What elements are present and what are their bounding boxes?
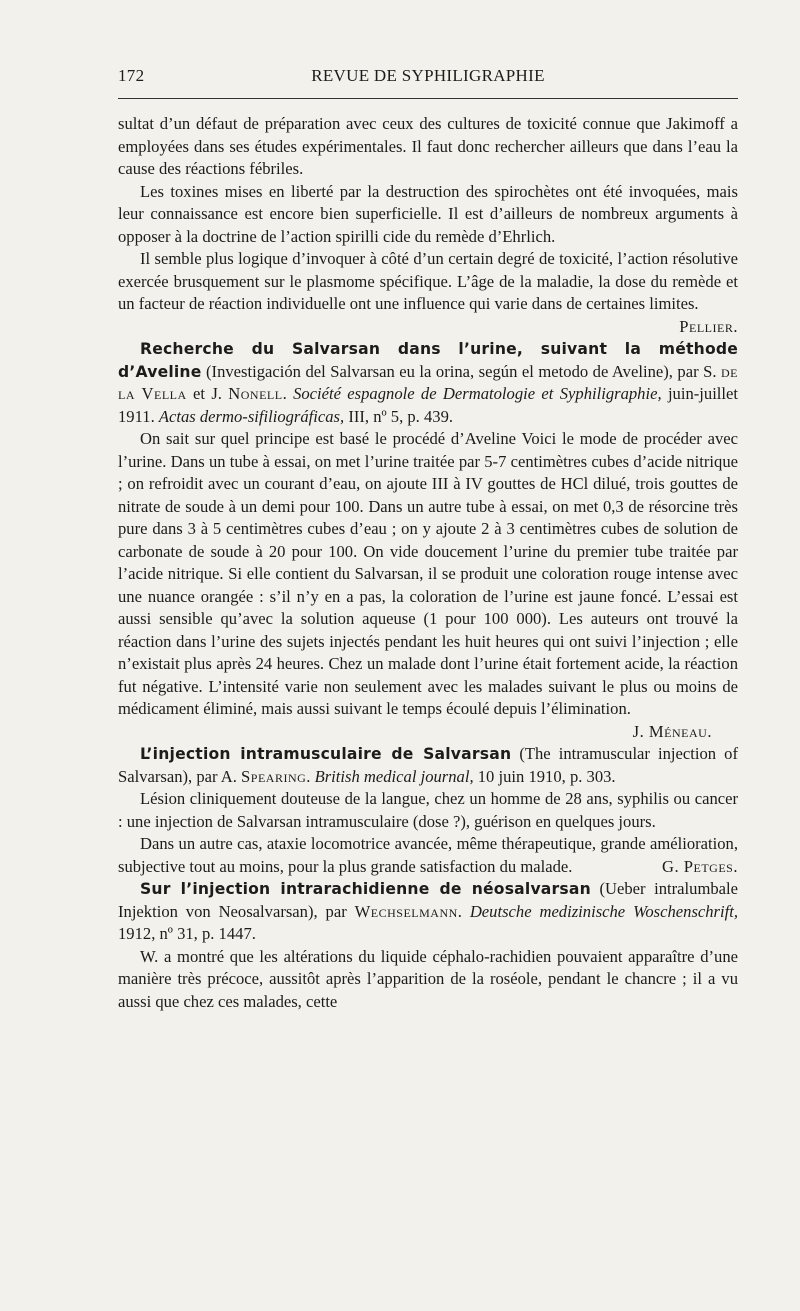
journal-deutsche-medizinische: Deutsche medizinische Woschenschrift, (469, 901, 738, 921)
article-intramuscular-p2-text: Dans un autre cas, ataxie locomotrice avancée, même thérapeutique, grande amélioration, subjective tout au moins, pour la plus grande satisfaction du malade. (118, 834, 738, 876)
article-aveline-body: On sait sur quel principe est basé le procédé d’Aveline Voici le mode de procéder avec l’urine. Dans un tube à essai, on met l’urine traitée par 5-7 centimètres cubes d’acide nitrique ; on refroidit avec un courant d’eau, on ajoute III à IV gouttes de HCl dilué, trois gouttes de nitrate de soude à un demi pour 100. Dans un autre tube à essai, on met 0,3 de résorcine très pure dans 3 à 5 centimètres cubes d’eau ; on y ajoute 2 à 3 centimètres cubes de solution de carbonate de soude à 20 pour 100. On vide doucement l’urine du premier tube traitée par l’acide nitrique. Si elle contient du Salvarsan, il se produit une coloration rouge intense avec une nuance orangée : s’il n’y en a pas, la coloration de l’urine est jaune foncé. L’essai est aussi sensible qu’avec la solution aqueuse (1 pour 100 000). Les auteurs ont trouvé la réaction dans l’urine des sujets injectés pendant les huit heures qui ont suivi l’injection ; elle n’existait plus après 24 heures. Chez un malade dont l’urine était fortement acide, la réaction fut négative. L’intensité varie non seulement avec les malades suivant le plus ou moins de médicament éliminé, mais aussi suivant le temps écoulé depuis l’élimination. (118, 429, 738, 718)
article-intramuscular-title: L’injection intramusculaire de Salvarsan (140, 745, 512, 763)
signature-pellier: Pellier. (679, 316, 738, 336)
article-aveline-ref-3: . (282, 384, 294, 403)
journal-societe-espagnole: Société espagnole de Dermatologie et Syphiligraphie, (293, 384, 662, 403)
article-intramuscular-date: 10 juin 1910, p. 303. (473, 766, 616, 786)
article-neosalvarsan-date: 1912, nº 31, p. 1447. (118, 924, 256, 943)
author-nonell: Nonell (228, 384, 283, 403)
paragraph-toxins: Les toxines mises en liberté par la destruction des spirochètes ont été invoquées, mais leur connaissance est encore bien superficielle. Il est d’ailleurs de nombreux arguments à opposer à la doctrine de l’action spirilli cide du remède d’Ehrlich. (118, 181, 738, 246)
article-neosalvarsan-title: Sur l’injection intrarachidienne de néosalvarsan (140, 880, 591, 898)
article-intramuscular-heading (118, 743, 738, 788)
journal-british-medical: British medical journal, (314, 766, 474, 786)
paragraph-continuation: sultat d’un défaut de préparation avec ceux des cultures de toxicité connue que Jakimoff a employées dans ses études expérimentales. Il faut donc rechercher ailleurs que dans l’eau la cause des réactions fébriles. (118, 114, 738, 178)
article-aveline-ref: (Investigación del Salvarsan eu la orina, según el metodo de Aveline), par S. (201, 361, 721, 381)
article-aveline-title: Recherche du Salvarsan dans l’urine, suivant la méthode d’Aveline (118, 340, 738, 381)
signature-petges: G. Petges. (662, 856, 738, 876)
article-aveline-pages: III, nº 5, p. 439. (344, 406, 454, 426)
signature-meneau: J. Méneau. (632, 721, 712, 741)
author-spearing: Spearing (241, 766, 307, 786)
article-neosalvarsan-heading (118, 878, 738, 946)
paragraph-logic (118, 248, 738, 338)
article-aveline-heading (118, 338, 738, 428)
article-aveline-ref-2: et J. (186, 384, 229, 403)
article-neosalvarsan-ref-2: . (457, 901, 470, 921)
running-title: REVUE DE SYPHILIGRAPHIE (311, 66, 545, 85)
header-rule (118, 98, 738, 99)
article-neosalvarsan-ref: (Ueber intralumbale Injektion von Neosalvarsan), par (118, 879, 738, 921)
page-number: 172 (118, 66, 145, 85)
article-intramuscular-p1: Lésion cliniquement douteuse de la langue, chez un homme de 28 ans, syphilis ou cancer : une injection de Salvarsan intramusculaire (dose ?), guérison en quelques jours. (118, 789, 738, 831)
article-aveline-date: juin-juillet 1911. (118, 384, 738, 426)
journal-actas: Actas dermo-sifiliográficas, (158, 406, 345, 426)
page-body (118, 113, 738, 1013)
article-intramuscular-p2 (118, 833, 738, 878)
author-de-la-vella: de la Vella (118, 361, 738, 403)
article-intramuscular-ref: (The intramuscular injection of Salvarsan), par A. (118, 744, 738, 786)
page-header (118, 66, 738, 88)
article-intramuscular-ref-2: . (306, 766, 315, 786)
paragraph-logic-text: Il semble plus logique d’invoquer à côté d’un certain degré de toxicité, l’action résolutive exercée brusquement sur le plasmome spécifique. L’âge de la maladie, la dose du remède et un facteur de réaction individuelle ont une influence qui varie dans de certaines limites. (118, 249, 738, 313)
author-wechselmann: Wechselmann (354, 901, 458, 921)
article-neosalvarsan-body: W. a montré que les altérations du liquide céphalo-rachidien pouvaient apparaître d’une manière très précoce, aussitôt après l’apparition de la roséole, pendant le chancre ; il a vu aussi que chez ces malades, cette (118, 946, 738, 1011)
